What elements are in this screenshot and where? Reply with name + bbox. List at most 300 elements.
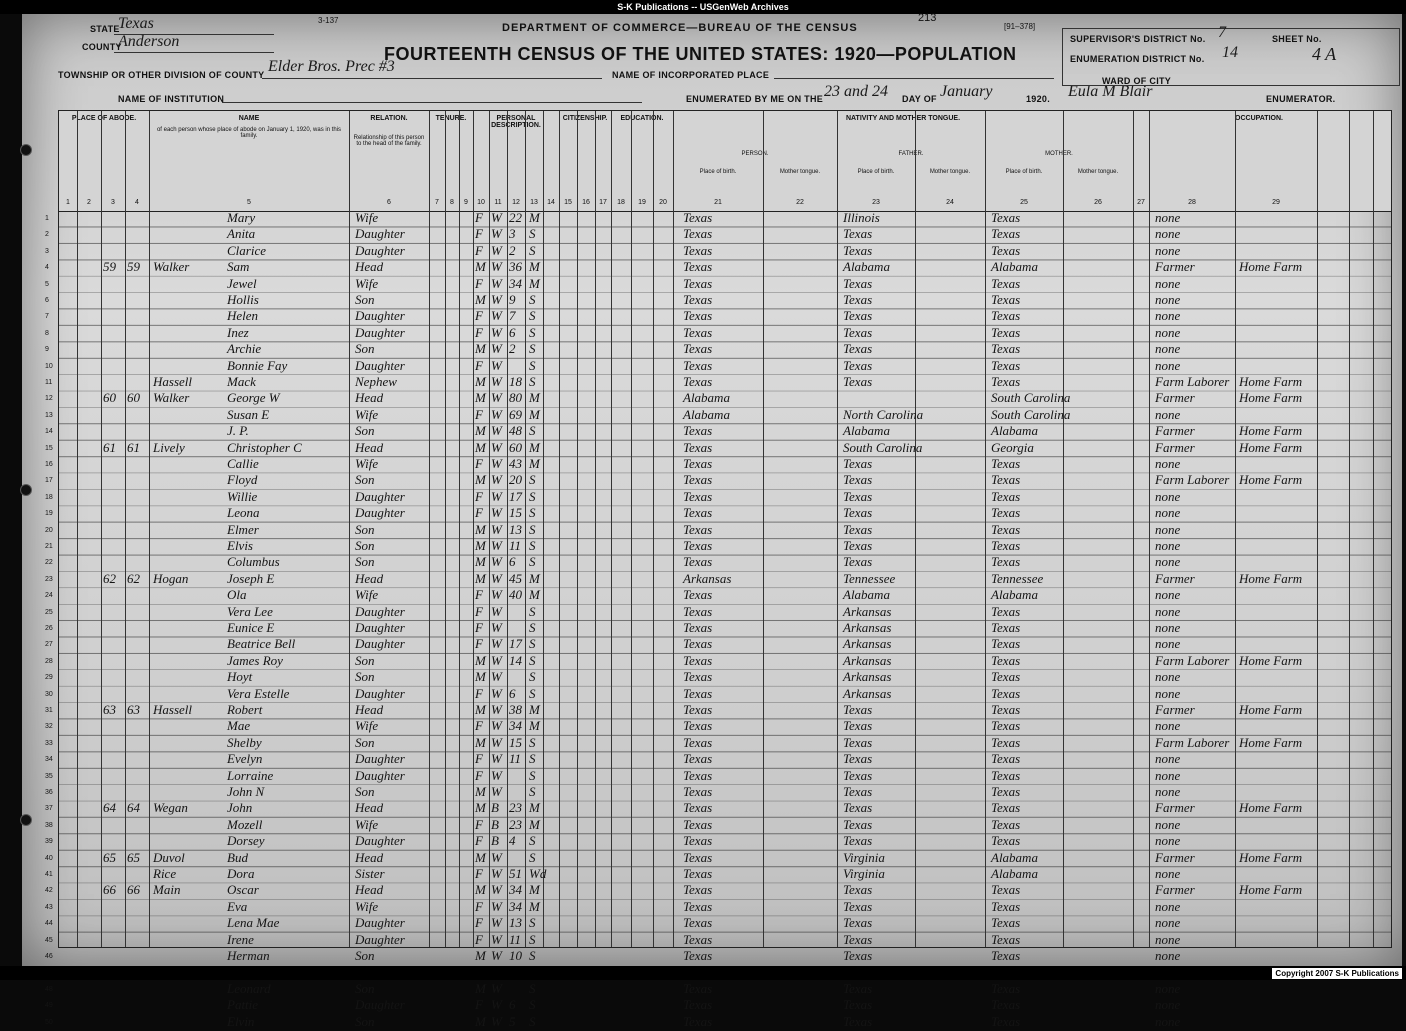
sex: F xyxy=(475,210,483,225)
birthplace-father: Texas xyxy=(843,226,873,242)
surname: Main xyxy=(153,882,181,898)
occupation: none xyxy=(1155,341,1181,357)
table-row xyxy=(45,374,1391,391)
birthplace-person: Texas xyxy=(683,816,713,832)
age: 80 xyxy=(509,390,522,406)
state-value: Texas xyxy=(118,15,154,32)
marital-status: M xyxy=(529,800,540,816)
relation: Daughter xyxy=(355,685,405,701)
birthplace-person: Texas xyxy=(683,210,713,225)
relation: Son xyxy=(355,652,375,668)
age: 45 xyxy=(509,570,522,586)
line-number: 50 xyxy=(45,1018,53,1026)
line-number: 5 xyxy=(45,280,49,288)
column-number: 10 xyxy=(477,199,485,206)
marital-status: S xyxy=(529,767,536,783)
given-name: Clarice xyxy=(227,242,266,258)
sex: F xyxy=(475,997,483,1013)
father-tongue-subhead: Mother tongue. xyxy=(929,169,971,175)
relation: Head xyxy=(355,800,384,816)
sex: F xyxy=(475,505,483,521)
table-row xyxy=(45,242,1391,260)
birthplace-mother: Texas xyxy=(991,767,1021,783)
line-number: 17 xyxy=(45,477,53,485)
race: W xyxy=(491,275,502,291)
column-number: 2 xyxy=(87,199,91,206)
supervisor-value: 7 xyxy=(1218,24,1226,41)
sex: F xyxy=(475,308,483,324)
occupation: none xyxy=(1155,915,1181,931)
race: W xyxy=(491,898,502,914)
age: 2 xyxy=(509,242,516,258)
birthplace-person: Texas xyxy=(683,751,713,767)
line-number: 12 xyxy=(45,395,53,403)
given-name: John xyxy=(227,800,253,816)
birthplace-mother: Texas xyxy=(991,685,1021,701)
line-number: 14 xyxy=(45,428,53,436)
relation: Daughter xyxy=(355,488,405,504)
age: 23 xyxy=(509,816,522,832)
marital-status: S xyxy=(529,833,536,849)
column-number: 12 xyxy=(512,199,520,206)
marital-status: M xyxy=(529,898,540,914)
sex: F xyxy=(475,275,483,291)
column-number: 20 xyxy=(659,199,667,206)
race: W xyxy=(491,439,502,455)
relation: Son xyxy=(355,980,375,996)
sex: F xyxy=(475,620,483,635)
marital-status: S xyxy=(529,554,536,570)
age: 11 xyxy=(509,751,522,767)
industry: Home Farm xyxy=(1239,800,1303,816)
group-tenure: TENURE. xyxy=(435,115,467,122)
birthplace-mother: Texas xyxy=(991,833,1021,849)
marital-status: S xyxy=(529,341,536,357)
birthplace-person: Texas xyxy=(683,833,713,849)
marital-status: S xyxy=(529,980,536,996)
birthplace-mother: Texas xyxy=(991,652,1021,668)
sex: F xyxy=(475,406,483,422)
line-number: 48 xyxy=(45,985,53,993)
family-number: 66 xyxy=(127,882,140,898)
occupation: none xyxy=(1155,538,1181,553)
birthplace-mother: Texas xyxy=(991,488,1021,504)
relation-note: Relationship of this person to the head of the family. xyxy=(353,135,425,147)
marital-status: S xyxy=(529,308,536,324)
birthplace-father: Texas xyxy=(843,784,873,799)
table-row xyxy=(45,292,1391,309)
line-number: 21 xyxy=(45,543,53,550)
given-name: Pattie xyxy=(227,997,259,1013)
race: W xyxy=(491,636,502,652)
race: W xyxy=(491,423,502,439)
age: 60 xyxy=(509,439,522,455)
birthplace-person: Texas xyxy=(683,226,713,242)
occupation: Farm Laborer xyxy=(1155,472,1230,488)
occupation: none xyxy=(1155,357,1181,373)
given-name: Evelyn xyxy=(227,751,263,767)
age: 13 xyxy=(509,521,522,537)
given-name: Floyd xyxy=(227,472,258,488)
marital-status: S xyxy=(529,620,536,635)
occupation: Farm Laborer xyxy=(1155,374,1230,389)
marital-status: S xyxy=(529,931,536,947)
birthplace-person: Texas xyxy=(683,275,713,291)
occupation: none xyxy=(1155,505,1181,521)
table-row xyxy=(45,1013,1391,1031)
birthplace-father: Alabama xyxy=(843,259,890,275)
table-row xyxy=(45,652,1391,670)
column-number: 14 xyxy=(547,199,555,206)
industry: Home Farm xyxy=(1239,439,1303,455)
table-row xyxy=(45,915,1391,932)
birthplace-father: Texas xyxy=(843,816,873,832)
birthplace-person: Texas xyxy=(683,308,713,324)
line-number: 30 xyxy=(45,690,53,698)
race: W xyxy=(491,472,502,488)
family-number: 62 xyxy=(127,570,140,586)
sex: F xyxy=(475,636,483,652)
relation: Nephew xyxy=(355,374,397,389)
family-number: 61 xyxy=(127,439,140,455)
age: 9 xyxy=(509,292,516,307)
birthplace-father: Texas xyxy=(843,324,873,340)
birthplace-father: Texas xyxy=(843,472,873,488)
race: W xyxy=(491,931,502,947)
table-row xyxy=(45,210,1391,227)
race: W xyxy=(491,849,502,865)
sex: M xyxy=(475,1013,486,1029)
age: 17 xyxy=(509,636,522,652)
relation: Daughter xyxy=(355,997,405,1013)
given-name: Bonnie Fay xyxy=(227,357,288,373)
sex: F xyxy=(475,324,483,340)
race: W xyxy=(491,521,502,537)
sex: M xyxy=(475,439,486,455)
relation: Head xyxy=(355,849,384,865)
age: 6 xyxy=(509,997,516,1013)
relation: Son xyxy=(355,784,375,799)
surname: Wegan xyxy=(153,800,188,816)
age: 23 xyxy=(509,800,522,816)
marital-status: Wd xyxy=(529,866,547,881)
binder-hole xyxy=(20,484,32,496)
birthplace-mother: Texas xyxy=(991,226,1021,242)
column-number: 25 xyxy=(1020,199,1028,206)
marital-status: M xyxy=(529,882,540,898)
marital-status: M xyxy=(529,570,540,586)
birthplace-person: Texas xyxy=(683,341,713,357)
birthplace-mother: Texas xyxy=(991,751,1021,767)
given-name: J. P. xyxy=(227,423,249,439)
sex: M xyxy=(475,472,486,488)
race: W xyxy=(491,669,502,685)
county-label: COUNTY xyxy=(82,42,122,52)
line-number: 35 xyxy=(45,772,53,780)
occupation: none xyxy=(1155,308,1181,324)
marital-status: M xyxy=(529,816,540,832)
column-number: 8 xyxy=(450,199,454,206)
race: W xyxy=(491,915,502,931)
table-row xyxy=(45,406,1391,424)
birthplace-mother: Texas xyxy=(991,784,1021,799)
occupation: none xyxy=(1155,898,1181,914)
race: W xyxy=(491,882,502,898)
line-number: 34 xyxy=(45,756,53,764)
birthplace-father: Texas xyxy=(843,751,873,767)
line-number: 4 xyxy=(45,264,49,272)
birthplace-mother: Texas xyxy=(991,980,1021,996)
race: W xyxy=(491,751,502,767)
line-number: 40 xyxy=(45,854,53,862)
age: 4 xyxy=(509,833,516,849)
table-row xyxy=(45,488,1391,506)
given-name: Leona xyxy=(227,505,260,521)
marital-status: S xyxy=(529,849,536,865)
birthplace-father: Texas xyxy=(843,521,873,537)
occupation: none xyxy=(1155,587,1181,603)
column-number: 26 xyxy=(1094,199,1102,206)
sex: F xyxy=(475,587,483,603)
relation: Daughter xyxy=(355,833,405,849)
birthplace-person: Texas xyxy=(683,685,713,701)
sex: M xyxy=(475,652,486,668)
birthplace-mother: Alabama xyxy=(991,587,1038,603)
relation: Son xyxy=(355,423,375,439)
age: 10 xyxy=(509,948,522,963)
enumerator-value: Eula M Blair xyxy=(1068,83,1153,100)
race: W xyxy=(491,374,502,389)
surname: Duvol xyxy=(153,849,185,865)
occupation: none xyxy=(1155,948,1181,963)
birthplace-mother: Texas xyxy=(991,898,1021,914)
given-name: Oscar xyxy=(227,882,259,898)
given-name: Bud xyxy=(227,849,248,865)
race: B xyxy=(491,816,499,832)
line-number: 23 xyxy=(45,575,53,583)
race: W xyxy=(491,718,502,734)
race: W xyxy=(491,341,502,357)
race: B xyxy=(491,800,499,816)
birthplace-person: Texas xyxy=(683,357,713,373)
birthplace-person: Texas xyxy=(683,800,713,816)
given-name: Mae xyxy=(227,718,251,734)
line-number: 36 xyxy=(45,789,53,796)
birthplace-father: Texas xyxy=(843,374,873,389)
race: W xyxy=(491,587,502,603)
birthplace-father: Alabama xyxy=(843,423,890,439)
industry: Home Farm xyxy=(1239,472,1303,488)
race: W xyxy=(491,390,502,406)
relation: Wife xyxy=(355,718,379,734)
sex: F xyxy=(475,915,483,931)
birthplace-person: Alabama xyxy=(683,390,730,406)
birthplace-mother: Texas xyxy=(991,538,1021,553)
table-row xyxy=(45,784,1391,801)
birthplace-father: Texas xyxy=(843,1013,873,1029)
incorporated-label: NAME OF INCORPORATED PLACE xyxy=(612,70,770,80)
column-number: 4 xyxy=(135,199,139,206)
given-name: George W xyxy=(227,390,280,406)
table-row xyxy=(45,751,1391,768)
birthplace-father: Illinois xyxy=(843,210,880,225)
sex: M xyxy=(475,521,486,537)
month-value: January xyxy=(940,83,993,100)
birthplace-person: Texas xyxy=(683,472,713,488)
marital-status: M xyxy=(529,390,540,406)
birthplace-father: Virginia xyxy=(843,866,885,881)
relation: Son xyxy=(355,734,375,750)
group-name: NAME xyxy=(238,115,260,122)
occupation: none xyxy=(1155,980,1181,996)
race: W xyxy=(491,570,502,586)
birthplace-mother: Alabama xyxy=(991,423,1038,439)
birthplace-father: Texas xyxy=(843,308,873,324)
table-row xyxy=(45,521,1391,539)
sex: M xyxy=(475,554,486,570)
group-personal: PERSONAL DESCRIPTION. xyxy=(491,115,541,129)
relation: Son xyxy=(355,292,375,307)
name-note: of each person whose place of abode on January 1, 1920, was in this family. xyxy=(156,127,342,139)
birthplace-mother: Texas xyxy=(991,800,1021,816)
given-name: Leonard xyxy=(227,980,271,996)
age: 14 xyxy=(509,652,522,668)
table-row xyxy=(45,554,1391,571)
birthplace-mother: Texas xyxy=(991,882,1021,898)
relation: Head xyxy=(355,570,384,586)
age: 34 xyxy=(509,275,522,291)
sex: M xyxy=(475,800,486,816)
table-row xyxy=(45,259,1391,276)
marital-status: S xyxy=(529,357,536,373)
table-row xyxy=(45,931,1391,949)
race: W xyxy=(491,980,502,996)
table-row xyxy=(45,439,1391,457)
birthplace-father: Texas xyxy=(843,488,873,504)
occupation: none xyxy=(1155,767,1181,783)
age: 6 xyxy=(509,554,516,570)
occupation: Farmer xyxy=(1155,390,1195,406)
birthplace-person: Texas xyxy=(683,259,713,275)
birthplace-person: Texas xyxy=(683,718,713,734)
marital-status: M xyxy=(529,406,540,422)
table-row xyxy=(45,800,1391,817)
sex: F xyxy=(475,898,483,914)
table-row xyxy=(45,997,1391,1014)
birthplace-person: Texas xyxy=(683,587,713,603)
given-name: Beatrice Bell xyxy=(227,636,296,652)
surname: Rice xyxy=(153,866,177,881)
sex: M xyxy=(475,669,486,685)
table-row xyxy=(45,833,1391,850)
institution-label: NAME OF INSTITUTION xyxy=(118,94,225,104)
birthplace-mother: Texas xyxy=(991,734,1021,750)
relation: Son xyxy=(355,341,375,357)
occupation: none xyxy=(1155,718,1181,734)
occupation: none xyxy=(1155,816,1181,832)
sex: M xyxy=(475,374,486,389)
marital-status: S xyxy=(529,751,536,767)
given-name: Columbus xyxy=(227,554,280,570)
race: W xyxy=(491,652,502,668)
industry: Home Farm xyxy=(1239,702,1303,717)
person-tongue-subhead: Mother tongue. xyxy=(779,169,821,175)
relation: Sister xyxy=(355,866,385,881)
given-name: John N xyxy=(227,784,265,799)
birthplace-mother: Texas xyxy=(991,242,1021,258)
relation: Head xyxy=(355,390,384,406)
occupation: Farmer xyxy=(1155,702,1195,717)
age: 36 xyxy=(509,259,522,275)
relation: Son xyxy=(355,554,375,570)
line-number: 31 xyxy=(45,707,53,714)
township-value: Elder Bros. Prec #3 xyxy=(268,58,395,75)
sex: F xyxy=(475,751,483,767)
marital-status: M xyxy=(529,439,540,455)
birthplace-mother: Texas xyxy=(991,357,1021,373)
marital-status: S xyxy=(529,652,536,668)
relation: Son xyxy=(355,538,375,553)
given-name: Eunice E xyxy=(227,620,275,635)
birthplace-father: Texas xyxy=(843,800,873,816)
marital-status: S xyxy=(529,292,536,307)
birthplace-father: Texas xyxy=(843,980,873,996)
sex: F xyxy=(475,767,483,783)
occupation: none xyxy=(1155,1013,1181,1029)
line-number: 19 xyxy=(45,510,53,518)
race: W xyxy=(491,242,502,258)
age: 11 xyxy=(509,931,522,947)
given-name: Robert xyxy=(227,702,263,717)
sex: M xyxy=(475,948,486,963)
column-number: 5 xyxy=(247,199,251,206)
relation: Daughter xyxy=(355,226,405,242)
birthplace-father: Arkansas xyxy=(843,685,892,701)
birthplace-person: Texas xyxy=(683,374,713,389)
marital-status: S xyxy=(529,226,536,242)
surname: Walker xyxy=(153,259,190,275)
race: W xyxy=(491,308,502,324)
dwelling-number: 60 xyxy=(103,390,116,406)
line-number: 45 xyxy=(45,936,53,944)
occupation: Farmer xyxy=(1155,423,1195,439)
line-number: 26 xyxy=(45,625,53,632)
age: 43 xyxy=(509,456,522,471)
birthplace-mother: Texas xyxy=(991,603,1021,619)
relation: Son xyxy=(355,472,375,488)
given-name: Hollis xyxy=(227,292,259,307)
birthplace-father: Alabama xyxy=(843,587,890,603)
race: W xyxy=(491,456,502,471)
township-label: TOWNSHIP OR OTHER DIVISION OF COUNTY xyxy=(58,70,265,80)
given-name: Susan E xyxy=(227,406,270,422)
mother-subhead: MOTHER. xyxy=(1045,151,1073,157)
birthplace-person: Texas xyxy=(683,702,713,717)
column-number: 15 xyxy=(564,199,572,206)
sex: M xyxy=(475,980,486,996)
sex: M xyxy=(475,341,486,357)
race: W xyxy=(491,1013,502,1029)
line-number: 3 xyxy=(45,247,49,255)
birthplace-father: Texas xyxy=(843,275,873,291)
sex: M xyxy=(475,423,486,439)
birthplace-mother: Texas xyxy=(991,1013,1021,1029)
birthplace-father: Texas xyxy=(843,292,873,307)
age: 38 xyxy=(509,702,522,717)
birthplace-mother: Texas xyxy=(991,620,1021,635)
sheet-label: SHEET No. xyxy=(1272,34,1322,44)
relation: Daughter xyxy=(355,603,405,619)
